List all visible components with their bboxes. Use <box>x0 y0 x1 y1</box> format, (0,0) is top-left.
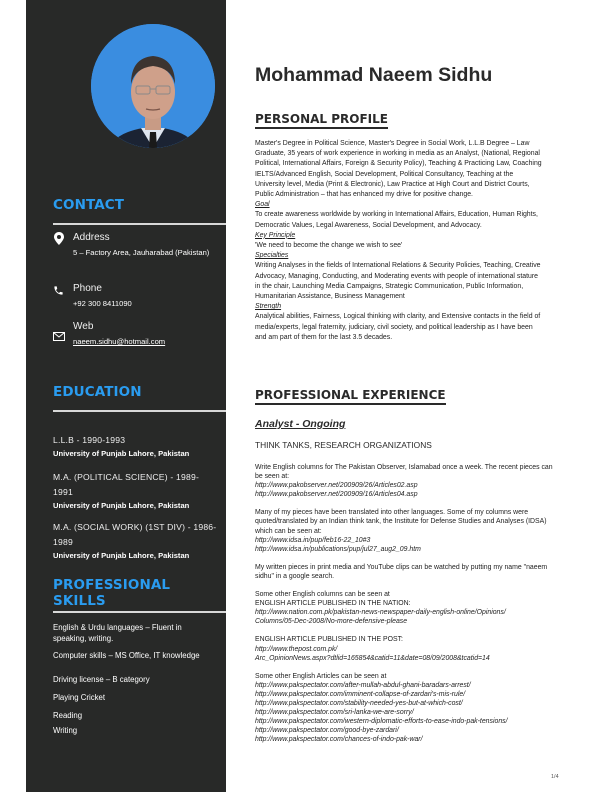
skill-item: Playing Cricket <box>53 693 105 702</box>
skill-item: English & Urdu languages – Fluent in speaking, writing. <box>53 623 182 643</box>
post-heading: ENGLISH ARTICLE PUBLISHED IN THE POST: <box>255 636 403 644</box>
degree: M.A. (POLITICAL SCIENCE) - 1989-1991 <box>53 472 200 497</box>
article-link[interactable]: http://www.pakspectator.com/western-diplomatic-efforts-to-ease-indo-pak-tensions/ <box>255 718 508 726</box>
web-label: Web <box>73 321 94 332</box>
education-heading: EDUCATION <box>53 384 142 400</box>
skill-item: Driving license – B category <box>53 675 150 684</box>
address-label: Address <box>73 232 110 243</box>
university: University of Punjab Lahore, Pakistan <box>53 449 190 458</box>
professional-experience-heading: PROFESSIONAL EXPERIENCE <box>255 388 446 405</box>
phone-label: Phone <box>73 283 102 294</box>
key-principle-text: 'We need to become the change we wish to see' <box>255 242 403 250</box>
skills-divider <box>53 611 226 613</box>
goal-text: To create awareness worldwide by working in International Affairs, Education, Human Rights, Democratic Values, Legal Awareness, Social Development, and Advocacy. <box>255 211 538 229</box>
nation-heading: ENGLISH ARTICLE PUBLISHED IN THE NATION: <box>255 600 411 608</box>
strength-label: Strength <box>255 303 282 311</box>
article-link[interactable]: http://www.pakspectator.com/good-bye-zardari/ <box>255 727 399 735</box>
article-link[interactable]: http://www.pakobserver.net/200909/16/Articles04.asp <box>255 491 418 499</box>
sidebar <box>26 0 226 792</box>
education-item <box>53 470 218 511</box>
degree: L.L.B - 1990-1993 <box>53 435 126 445</box>
article-link[interactable]: http://www.pakspectator.com/chances-of-indo-pak-war/ <box>255 736 423 744</box>
experience-para: Some other English Articles can be seen at <box>255 672 387 680</box>
article-link[interactable]: http://www.pakspectator.com/sri-lanka-we-are-sorry/ <box>255 709 414 717</box>
profile-section <box>255 139 545 343</box>
specialties-label: Specialties <box>255 252 289 260</box>
strength-text: Analytical abilities, Fairness, Logical thinking with clarity, and Extensive contacts in the field of media/experts, legal fraternity, judiciary, civil society, and political leadership as I have been and am part of them for the last 3.5 decades. <box>255 313 541 341</box>
article-link[interactable]: Columns/05-Dec-2008/No-more-defensive-please <box>255 618 408 626</box>
phone-icon <box>53 283 67 297</box>
university: University of Punjab Lahore, Pakistan <box>53 551 190 560</box>
experience-details <box>255 463 555 744</box>
article-link[interactable]: http://www.pakspectator.com/imminent-collapse-of-zardari's-mis-rule/ <box>255 690 466 698</box>
experience-para: Many of my pieces have been translated into other languages. Some of my columns were quoted/translated by an Indian think tank, the Institute for Defense Studies and Analyses (IDSA) which can be seen at: <box>255 509 547 535</box>
envelope-icon <box>53 328 67 342</box>
location-pin-icon <box>53 232 67 246</box>
candidate-name: Mohammad Naeem Sidhu <box>255 64 493 86</box>
page-number: 1/4 <box>551 774 559 780</box>
portrait-photo <box>91 24 215 148</box>
skills-heading: PROFESSIONAL SKILLS <box>53 577 171 609</box>
education-item <box>53 520 218 561</box>
goal-label: Goal <box>255 201 270 209</box>
experience-para: My written pieces in print media and YouTube clips can be watched by putting my name "naeem sidhu" in a google search. <box>255 563 548 580</box>
article-link[interactable]: http://www.nation.com.pk/pakistan-news-newspaper-daily-english-online/Opinions/ <box>255 609 506 617</box>
skill-item: Reading <box>53 711 83 720</box>
personal-profile-heading: PERSONAL PROFILE <box>255 112 388 129</box>
email-link[interactable]: naeem.sidhu@hotmail.com <box>73 337 166 346</box>
university: University of Punjab Lahore, Pakistan <box>53 501 190 510</box>
address-value: 5 – Factory Area, Jauharabad (Pakistan) <box>73 248 210 257</box>
education-item <box>53 433 218 459</box>
article-link[interactable]: http://www.pakspectator.com/stability-needed-yes-but-at-which-cost/ <box>255 699 463 707</box>
skill-item: Computer skills – MS Office, IT knowledge <box>53 651 200 660</box>
article-link[interactable]: http://www.idsa.in/pup/feb16-22_10#3 <box>255 536 371 544</box>
key-principle-label: Key Principle <box>255 231 296 239</box>
contact-divider <box>53 223 226 225</box>
person-portrait-icon <box>91 24 215 148</box>
education-divider <box>53 410 226 412</box>
article-link[interactable]: http://www.idsa.in/publications/pup/jul27_aug2_09.htm <box>255 545 421 553</box>
article-link[interactable]: http://www.thepost.com.pk/ <box>255 645 338 653</box>
job-title: Analyst - Ongoing <box>255 418 346 430</box>
specialties-text: Writing Analyses in the fields of International Relations & Security Policies, Teaching, Creative Advocacy, Managing, Conducting, and Moderating events with people of international stature in the chair, Launching Media Campaigns, Strategic Communication, Public Information, Humanitarian Assistance, Business Management <box>255 262 541 301</box>
experience-para: Some other English columns can be seen at <box>255 591 390 599</box>
degree: M.A. (SOCIAL WORK) (1ST DIV) - 1986-1989 <box>53 522 217 547</box>
job-organization: THINK TANKS, RESEARCH ORGANIZATIONS <box>255 440 432 450</box>
phone-value: +92 300 8411090 <box>73 299 132 308</box>
experience-para: Write English columns for The Pakistan Observer, Islamabad once a week. The recent pieces can be seen at: <box>255 464 553 481</box>
article-link[interactable]: http://www.pakspectator.com/after-mullah-abdul-ghani-baradars-arrest/ <box>255 681 471 689</box>
article-link[interactable]: Arc_OpinionNews.aspx?dtlid=165854&catid=11&date=08/09/2008&tcatid=14 <box>255 654 490 662</box>
article-link[interactable]: http://www.pakobserver.net/200909/26/Articles02.asp <box>255 482 418 490</box>
contact-heading: CONTACT <box>53 197 125 213</box>
skill-item: Writing <box>53 726 78 735</box>
profile-summary: Master's Degree in Political Science, Master's Degree in Social Work, L.L.B Degree – Law Graduate, 35 years of work experience in working in media as an Analyst, (National, Regional Political, International Affairs, Foreign & Security Policy), Teaching & Practicing Law, Coaching IELTS/Advanced English, Social Development, Political Consultancy, Teaching at the University level, Media (Print & Electronic), Law Practice at High Court and District Courts, Public Administration – that has enhanced my drive for positive change. <box>255 140 542 199</box>
